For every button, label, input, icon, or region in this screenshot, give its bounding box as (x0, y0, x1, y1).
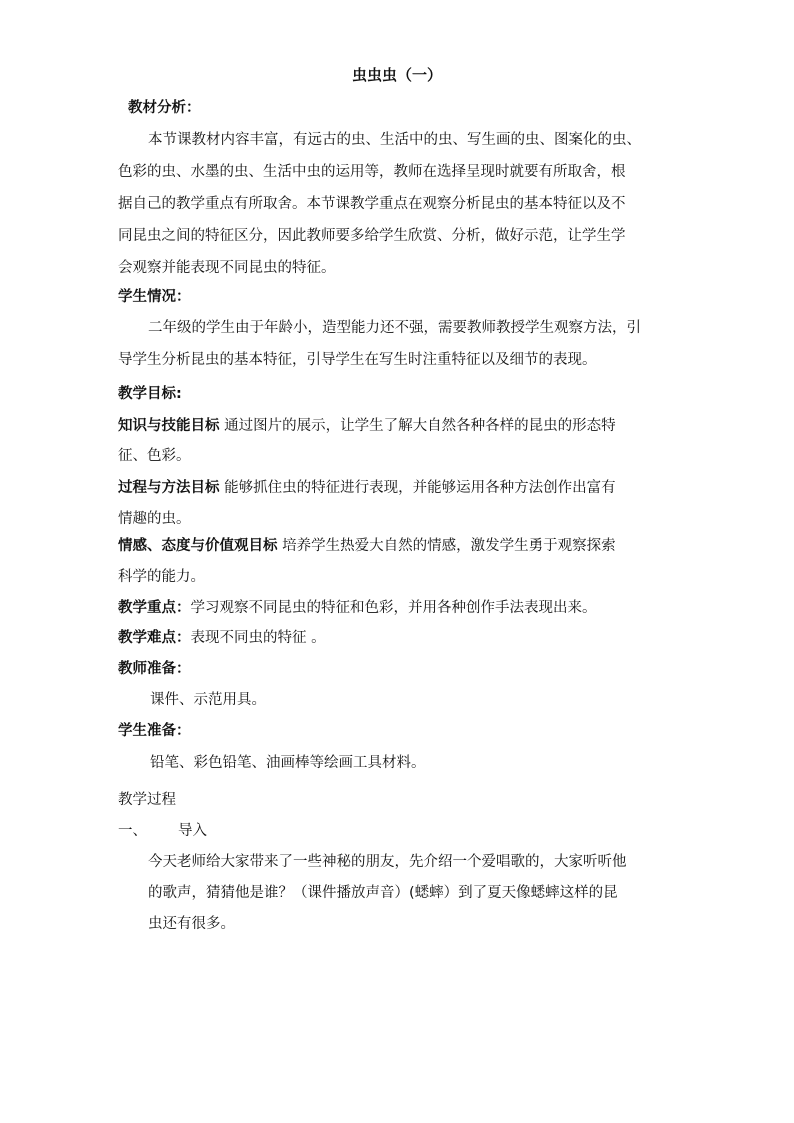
teacher-prep-heading: 教师准备： (118, 661, 191, 677)
section-title: 导入 (178, 823, 207, 839)
student-prep-text: 铅笔、彩色铅笔、油画棒等绘画工具材料。 (150, 755, 426, 771)
key-point-text: 学习观察不同昆虫的特征和色彩，并用各种创作手法表现出来。 (190, 600, 597, 616)
process-goal-cont: 情趣的虫。 (118, 511, 191, 527)
emotion-goal-label: 情感、态度与价值观目标 (118, 538, 278, 554)
process-line: 今天老师给大家带来了一些神秘的朋友，先介绍一个爱唱歌的，大家听听他 (148, 854, 627, 870)
analysis-line: 会观察并能表现不同昆虫的特征。 (118, 260, 336, 276)
analysis-line: 据自己的教学重点有所取舍。本节课教学重点在观察分析昆虫的基本特征以及不 (118, 196, 626, 212)
emotion-goal (118, 536, 678, 556)
knowledge-goal-cont: 征、色彩。 (118, 448, 191, 464)
teacher-prep-text: 课件、示范用具。 (150, 692, 266, 708)
section-number: 一、 (118, 823, 147, 839)
page-title: 虫虫虫（一） (351, 66, 442, 84)
key-point-label: 教学重点： (118, 600, 191, 616)
process-goal-label: 过程与方法目标 (118, 480, 220, 496)
student-prep-heading: 学生准备： (118, 723, 191, 739)
difficulty-text: 表现不同虫的特征 。 (190, 630, 326, 646)
students-heading: 学生情况： (118, 289, 191, 305)
difficulty (118, 628, 678, 648)
analysis-line: 本节课教材内容丰富，有远古的虫、生活中的虫、写生画的虫、图案化的虫、 (148, 132, 641, 148)
students-line: 导学生分析昆虫的基本特征，引导学生在写生时注重特征以及细节的表现。 (118, 352, 597, 368)
process-line: 虫还有很多。 (148, 916, 235, 932)
process-line: 的歌声，猜猜他是谁？（课件播放声音）(蟋蟀）到了夏天像蟋蟀这样的昆 (148, 885, 618, 901)
knowledge-goal-text: 通过图片的展示，让学生了解大自然各种各样的昆虫的形态特 (224, 418, 616, 434)
difficulty-label: 教学难点： (118, 630, 191, 646)
knowledge-goal-label: 知识与技能目标 (118, 418, 220, 434)
analysis-line: 同昆虫之间的特征区分，因此教师要多给学生欣赏、分析，做好示范，让学生学 (118, 228, 626, 244)
process-heading: 教学过程 (118, 792, 176, 808)
emotion-goal-cont: 科学的能力。 (118, 569, 205, 585)
goals-heading: 教学目标: (118, 386, 182, 402)
process-goal-text: 能够抓住虫的特征进行表现，并能够运用各种方法创作出富有 (224, 480, 616, 496)
emotion-goal-text: 培养学生热爱大自然的情感，激发学生勇于观察探索 (282, 538, 616, 554)
analysis-line: 色彩的虫、水墨的虫、生活中虫的运用等，教师在选择呈现时就要有所取舍，根 (118, 164, 626, 180)
process-goal (118, 478, 678, 498)
key-point (118, 598, 678, 618)
analysis-heading: 教材分析： (128, 100, 201, 116)
knowledge-goal (118, 416, 678, 436)
students-line: 二年级的学生由于年龄小，造型能力还不强，需要教师教授学生观察方法，引 (148, 320, 641, 336)
